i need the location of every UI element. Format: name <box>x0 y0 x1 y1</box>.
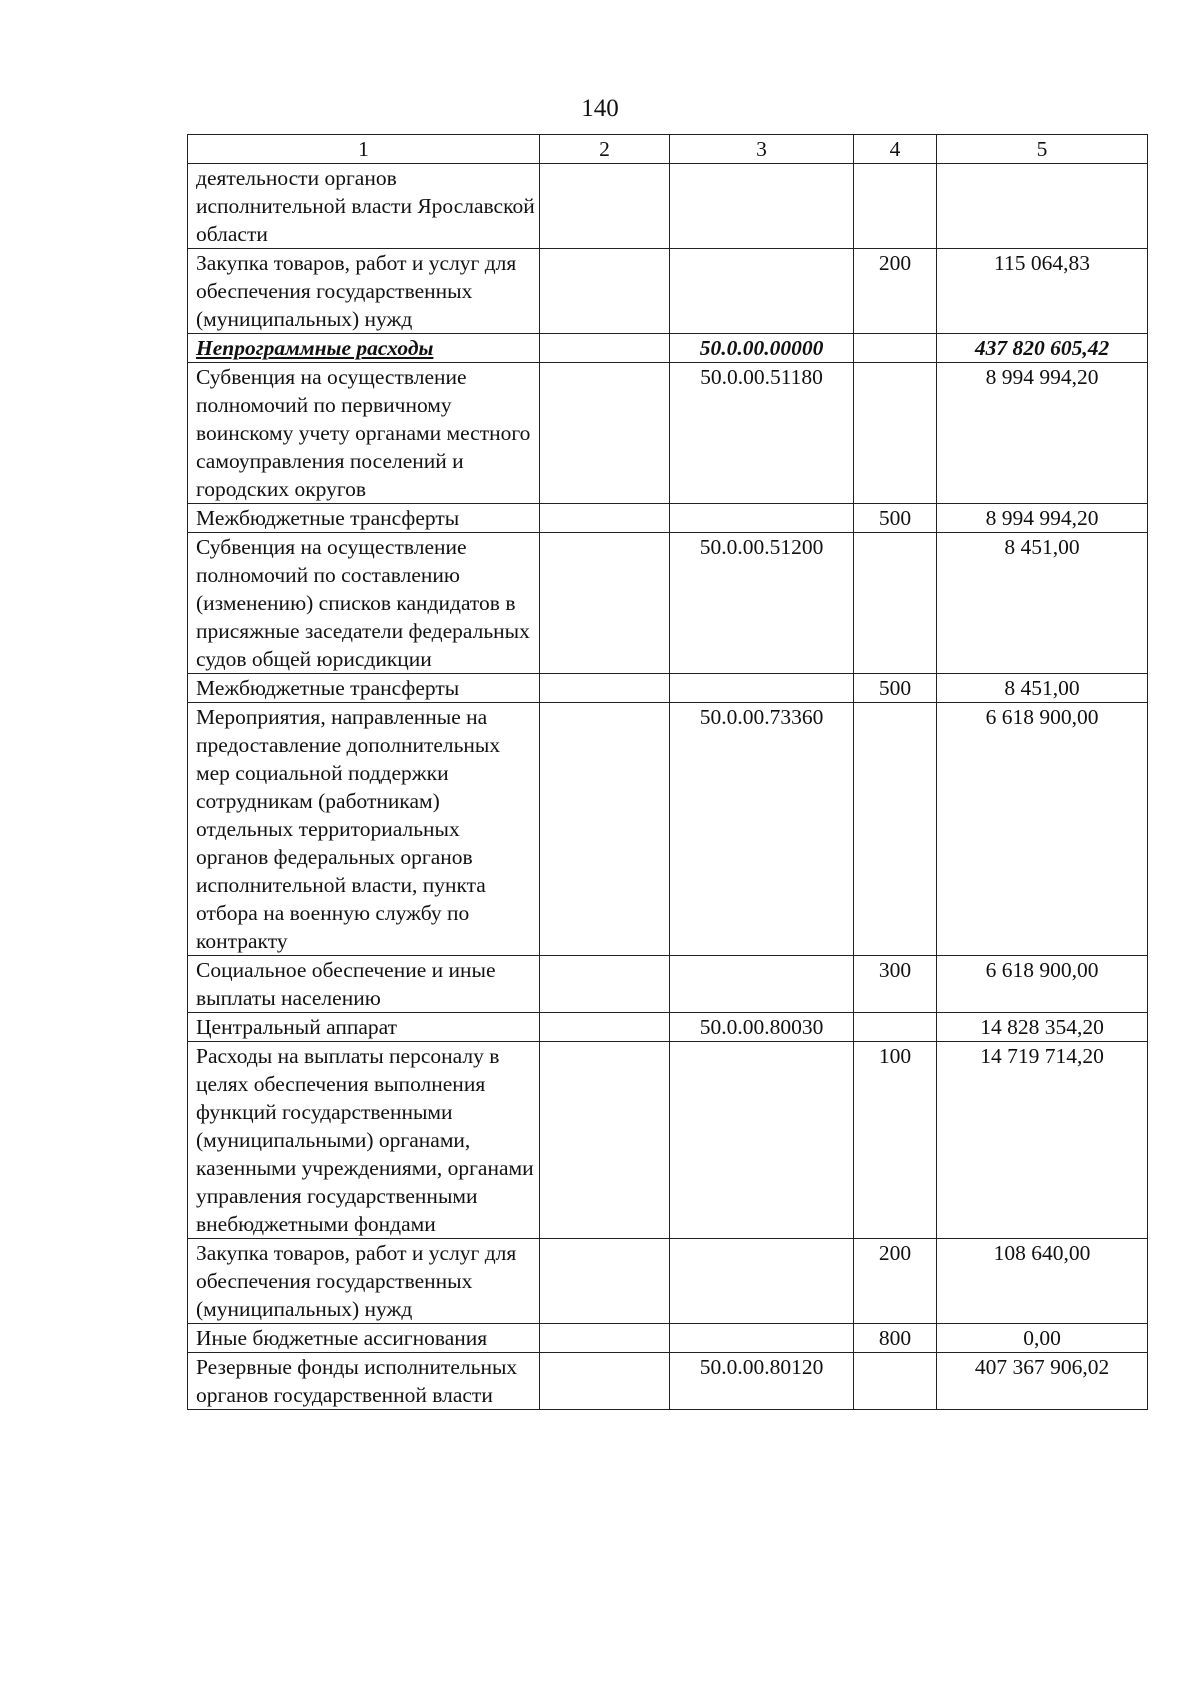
row-name-cell: Социальное обеспечение и иные выплаты населению <box>188 956 540 1013</box>
row-col2-cell <box>540 956 670 1013</box>
row-name-cell: Центральный аппарат <box>188 1013 540 1042</box>
row-type-cell: 200 <box>854 1239 937 1324</box>
row-name-cell: Непрограммные расходы <box>188 334 540 363</box>
row-type-cell <box>854 1353 937 1410</box>
row-name-cell: Межбюджетные трансферты <box>188 504 540 533</box>
row-code-cell <box>670 1239 854 1324</box>
row-code-cell: 50.0.00.51180 <box>670 363 854 504</box>
row-code-cell: 50.0.00.51200 <box>670 533 854 674</box>
row-amount-cell <box>937 164 1148 249</box>
row-type-cell: 200 <box>854 249 937 334</box>
table-row <box>188 1324 1148 1353</box>
table-row <box>188 956 1148 1013</box>
column-header-4: 4 <box>854 135 937 164</box>
row-name-cell: Субвенция на осуществление полномочий по составлению (изменению) списков кандидатов в присяжные заседатели федеральных судов общей юрисдикции <box>188 533 540 674</box>
row-type-cell: 800 <box>854 1324 937 1353</box>
row-col2-cell <box>540 1239 670 1324</box>
column-header-5: 5 <box>937 135 1148 164</box>
row-amount-cell: 14 719 714,20 <box>937 1042 1148 1239</box>
row-type-cell <box>854 533 937 674</box>
row-code-cell <box>670 956 854 1013</box>
row-col2-cell <box>540 334 670 363</box>
table-row <box>188 1042 1148 1239</box>
row-amount-cell: 6 618 900,00 <box>937 703 1148 956</box>
table-row <box>188 334 1148 363</box>
row-amount-cell: 115 064,83 <box>937 249 1148 334</box>
row-type-cell: 500 <box>854 674 937 703</box>
row-name-cell: Субвенция на осуществление полномочий по первичному воинскому учету органами местного самоуправления поселений и городских округов <box>188 363 540 504</box>
row-amount-cell: 8 451,00 <box>937 533 1148 674</box>
row-type-cell <box>854 1013 937 1042</box>
row-code-cell: 50.0.00.80120 <box>670 1353 854 1410</box>
row-code-cell <box>670 1042 854 1239</box>
row-name-cell: Мероприятия, направленные на предоставление дополнительных мер социальной поддержки сотрудникам (работникам) отдельных территориальных органов федеральных органов исполнительной власти, пункта отбора на военную службу по контракту <box>188 703 540 956</box>
row-code-cell <box>670 674 854 703</box>
row-type-cell: 300 <box>854 956 937 1013</box>
table-row <box>188 533 1148 674</box>
row-amount-cell: 407 367 906,02 <box>937 1353 1148 1410</box>
row-code-cell: 50.0.00.00000 <box>670 334 854 363</box>
budget-table-body <box>188 135 1148 1410</box>
row-type-cell <box>854 703 937 956</box>
table-row <box>188 1013 1148 1042</box>
table-row <box>188 674 1148 703</box>
row-amount-cell: 8 451,00 <box>937 674 1148 703</box>
row-amount-cell: 108 640,00 <box>937 1239 1148 1324</box>
row-code-cell <box>670 504 854 533</box>
table-row <box>188 363 1148 504</box>
row-name-cell: деятельности органов исполнительной власти Ярославской области <box>188 164 540 249</box>
row-amount-cell: 8 994 994,20 <box>937 363 1148 504</box>
row-col2-cell <box>540 533 670 674</box>
table-row <box>188 1239 1148 1324</box>
table-row <box>188 1353 1148 1410</box>
row-col2-cell <box>540 1013 670 1042</box>
table-row <box>188 504 1148 533</box>
table-header-row <box>188 135 1148 164</box>
budget-table <box>187 134 1148 1410</box>
row-amount-cell: 8 994 994,20 <box>937 504 1148 533</box>
row-col2-cell <box>540 363 670 504</box>
row-code-cell <box>670 1324 854 1353</box>
row-col2-cell <box>540 1353 670 1410</box>
column-header-3: 3 <box>670 135 854 164</box>
row-col2-cell <box>540 504 670 533</box>
row-name-cell: Резервные фонды исполнительных органов государственной власти <box>188 1353 540 1410</box>
column-header-1: 1 <box>188 135 540 164</box>
row-code-cell <box>670 249 854 334</box>
row-code-cell: 50.0.00.73360 <box>670 703 854 956</box>
row-code-cell: 50.0.00.80030 <box>670 1013 854 1042</box>
row-type-cell <box>854 363 937 504</box>
row-name-cell: Закупка товаров, работ и услуг для обеспечения государственных (муниципальных) нужд <box>188 1239 540 1324</box>
row-name-cell: Иные бюджетные ассигнования <box>188 1324 540 1353</box>
row-col2-cell <box>540 249 670 334</box>
row-amount-cell: 437 820 605,42 <box>937 334 1148 363</box>
row-type-cell: 500 <box>854 504 937 533</box>
row-col2-cell <box>540 164 670 249</box>
row-name-cell: Межбюджетные трансферты <box>188 674 540 703</box>
table-row <box>188 249 1148 334</box>
row-col2-cell <box>540 1324 670 1353</box>
row-name-cell: Закупка товаров, работ и услуг для обеспечения государственных (муниципальных) нужд <box>188 249 540 334</box>
column-header-2: 2 <box>540 135 670 164</box>
row-code-cell <box>670 164 854 249</box>
row-type-cell <box>854 164 937 249</box>
row-amount-cell: 14 828 354,20 <box>937 1013 1148 1042</box>
table-row <box>188 164 1148 249</box>
row-amount-cell: 6 618 900,00 <box>937 956 1148 1013</box>
page-number: 140 <box>581 95 619 122</box>
row-type-cell: 100 <box>854 1042 937 1239</box>
row-name-cell: Расходы на выплаты персоналу в целях обеспечения выполнения функций государственными (муниципальными) органами, казенными учреждениями, органами управления государственными внебюджетными фондами <box>188 1042 540 1239</box>
row-col2-cell <box>540 1042 670 1239</box>
table-row <box>188 703 1148 956</box>
row-col2-cell <box>540 703 670 956</box>
row-type-cell <box>854 334 937 363</box>
row-col2-cell <box>540 674 670 703</box>
row-amount-cell: 0,00 <box>937 1324 1148 1353</box>
